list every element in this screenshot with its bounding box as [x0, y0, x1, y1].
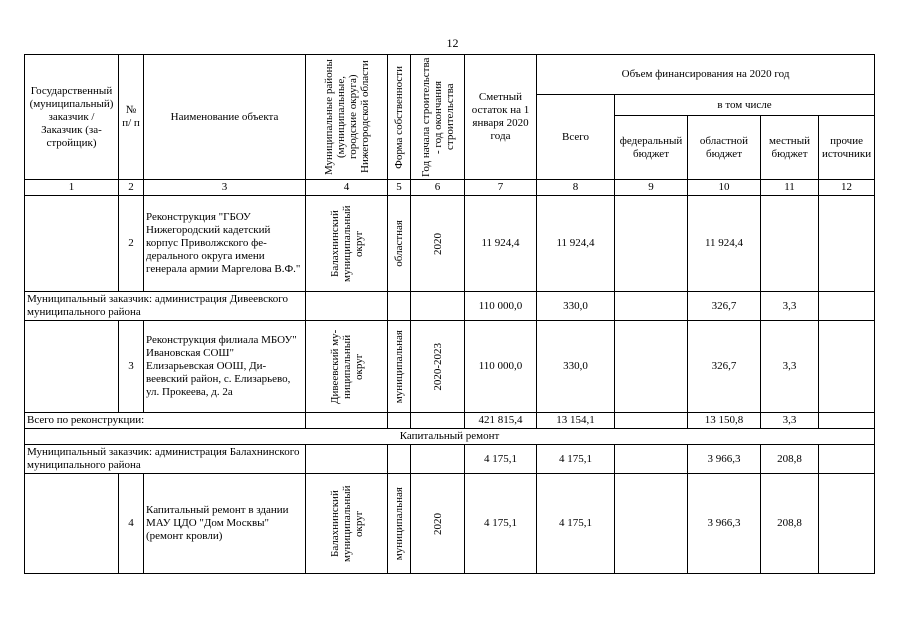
cell-district: Балахнинский муниципальный округ — [306, 196, 388, 292]
cell-local: 3,3 — [761, 292, 819, 321]
cell-years: 2020-2023 — [411, 321, 465, 413]
cell-customer — [25, 474, 119, 574]
cell-balance: 11 924,4 — [465, 196, 537, 292]
cell-number: 3 — [119, 321, 144, 413]
cell-empty — [306, 292, 388, 321]
header-local: местный бюджет — [761, 116, 819, 180]
cell-empty — [388, 445, 411, 474]
cell-district: Балахнинский муниципальный округ — [306, 474, 388, 574]
cell-regional: 13 150,8 — [688, 413, 761, 429]
cell-federal — [615, 321, 688, 413]
cell-number: 2 — [119, 196, 144, 292]
column-numbers-row — [25, 180, 875, 196]
cell-balance: 4 175,1 — [465, 474, 537, 574]
header-district: Муниципальные районы (муниципальные, городские округа) Нижегородской области — [306, 55, 388, 180]
cell-total-label: Всего по реконструкции: — [25, 413, 306, 429]
header-years: Год начала строительства - год окончания строительства — [411, 55, 465, 180]
col-number: 7 — [465, 180, 537, 196]
header-balance: Сметный остаток на 1 января 2020 года — [465, 55, 537, 180]
cell-other — [819, 321, 875, 413]
table-row-customer-diveevo — [25, 292, 875, 321]
cell-ownership: муниципальная — [388, 474, 411, 574]
cell-total: 330,0 — [537, 321, 615, 413]
header-ownership: Форма собственности — [388, 55, 411, 180]
cell-ownership: муниципальная — [388, 321, 411, 413]
table-row-object-4 — [25, 474, 875, 574]
cell-empty — [388, 413, 411, 429]
cell-other — [819, 474, 875, 574]
col-number: 3 — [144, 180, 306, 196]
col-number: 4 — [306, 180, 388, 196]
cell-other — [819, 196, 875, 292]
col-number: 12 — [819, 180, 875, 196]
header-federal: федеральный бюджет — [615, 116, 688, 180]
table-row-object-3 — [25, 321, 875, 413]
section-title: Капитальный ремонт — [25, 429, 875, 445]
col-number: 2 — [119, 180, 144, 196]
cell-local — [761, 196, 819, 292]
cell-empty — [411, 413, 465, 429]
cell-object-name: Капитальный ремонт в здании МАУ ЦДО "Дом Москвы" (ремонт кровли) — [144, 474, 306, 574]
cell-number: 4 — [119, 474, 144, 574]
cell-regional: 11 924,4 — [688, 196, 761, 292]
cell-total: 11 924,4 — [537, 196, 615, 292]
cell-regional: 3 966,3 — [688, 445, 761, 474]
cell-empty — [411, 445, 465, 474]
header-other: прочие источники — [819, 116, 875, 180]
cell-balance: 4 175,1 — [465, 445, 537, 474]
cell-other — [819, 445, 875, 474]
cell-years: 2020 — [411, 196, 465, 292]
header-regional: областной бюджет — [688, 116, 761, 180]
cell-total: 13 154,1 — [537, 413, 615, 429]
cell-federal — [615, 292, 688, 321]
cell-balance: 110 000,0 — [465, 292, 537, 321]
cell-regional: 326,7 — [688, 292, 761, 321]
cell-local: 208,8 — [761, 474, 819, 574]
col-number: 6 — [411, 180, 465, 196]
cell-customer-label: Муниципальный заказчик: администрация Балахнинского муниципального района — [25, 445, 306, 474]
cell-federal — [615, 413, 688, 429]
cell-total: 330,0 — [537, 292, 615, 321]
cell-regional: 3 966,3 — [688, 474, 761, 574]
page-number: 12 — [446, 36, 459, 50]
cell-customer-label: Муниципальный заказчик: администрация Дивеевского муниципального района — [25, 292, 306, 321]
financing-table — [24, 54, 875, 574]
cell-empty — [306, 413, 388, 429]
cell-other — [819, 413, 875, 429]
cell-federal — [615, 445, 688, 474]
header-financing: Объем финансирования на 2020 год — [537, 55, 875, 95]
cell-federal — [615, 196, 688, 292]
header-number: № п/ п — [119, 55, 144, 180]
col-number: 1 — [25, 180, 119, 196]
cell-object-name: Реконструкция филиала МБОУ" Ивановская СОШ" Елизарьевская ООШ, Дивеевский район, с. Елизарьево, ул. Прокеева, д. 2а — [144, 321, 306, 413]
cell-local: 3,3 — [761, 321, 819, 413]
col-number: 9 — [615, 180, 688, 196]
cell-regional: 326,7 — [688, 321, 761, 413]
col-number: 8 — [537, 180, 615, 196]
header-object-name: Наименование объекта — [144, 55, 306, 180]
cell-local: 3,3 — [761, 413, 819, 429]
cell-other — [819, 292, 875, 321]
cell-empty — [388, 292, 411, 321]
cell-empty — [306, 445, 388, 474]
cell-total: 4 175,1 — [537, 474, 615, 574]
cell-empty — [411, 292, 465, 321]
cell-balance: 421 815,4 — [465, 413, 537, 429]
cell-years: 2020 — [411, 474, 465, 574]
cell-district: Дивеевский муниципальный округ — [306, 321, 388, 413]
table-row-object-2 — [25, 196, 875, 292]
header-customer: Государственный (муниципальный) заказчик / Заказчик (застройщик) — [25, 55, 119, 180]
cell-object-name: Реконструкция "ГБОУ Нижегородский кадетский корпус Приволжского федерального округа имени генерала армии Маргелова В.Ф." — [144, 196, 306, 292]
table-row-customer-balakhna — [25, 445, 875, 474]
header-total: Всего — [537, 95, 615, 180]
header-including: в том числе — [615, 95, 875, 116]
table-row-total-reconstruction — [25, 413, 875, 429]
col-number: 10 — [688, 180, 761, 196]
cell-balance: 110 000,0 — [465, 321, 537, 413]
cell-local: 208,8 — [761, 445, 819, 474]
cell-customer — [25, 196, 119, 292]
cell-federal — [615, 474, 688, 574]
col-number: 5 — [388, 180, 411, 196]
cell-customer — [25, 321, 119, 413]
table-row-section — [25, 429, 875, 445]
cell-ownership: областная — [388, 196, 411, 292]
col-number: 11 — [761, 180, 819, 196]
cell-total: 4 175,1 — [537, 445, 615, 474]
